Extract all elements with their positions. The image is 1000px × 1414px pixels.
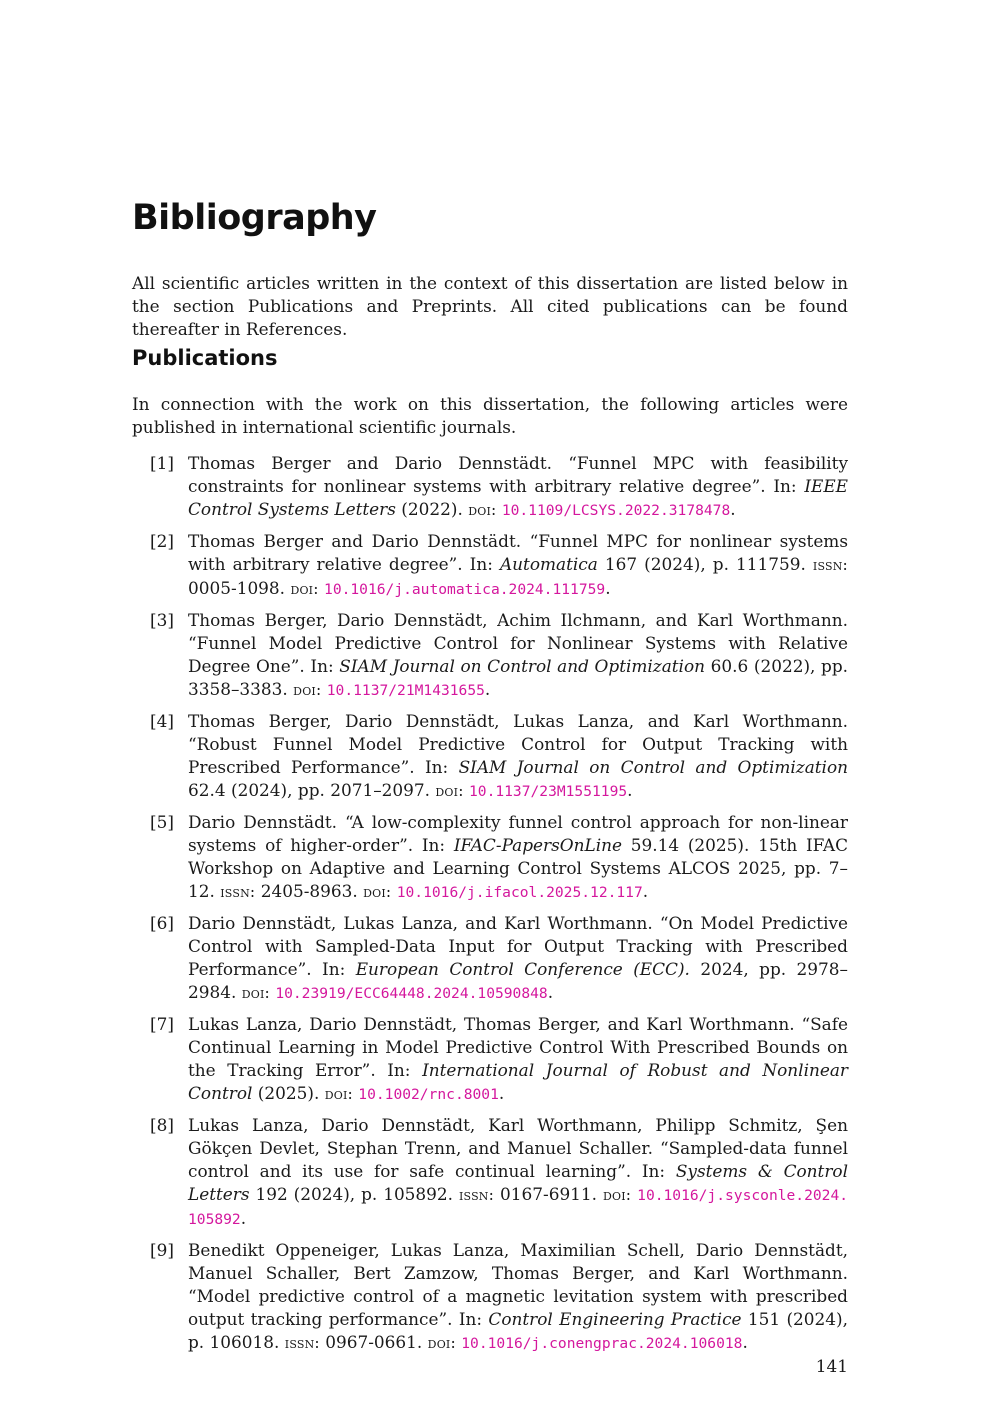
reference-list [132, 452, 848, 1363]
reference-doi-label: doi: [435, 782, 464, 800]
reference-item [132, 1114, 848, 1231]
reference-end-period: . [605, 578, 611, 598]
reference-details: 2024, pp. 2978–2984. [188, 959, 848, 1002]
reference-doi-link[interactable]: 10.1016/j.sysconle.2024.105892 [188, 1187, 849, 1228]
reference-doi-link[interactable]: 10.1109/LCSYS.2022.3178478 [501, 502, 731, 519]
reference-details: 62.4 (2024), pp. 2071–2097. [188, 780, 431, 800]
reference-in-label: In: [310, 656, 334, 676]
reference-item [132, 609, 848, 702]
reference-item [132, 530, 848, 601]
reference-authors: Thomas Berger and Dario Dennstädt. [188, 453, 552, 473]
reference-details: 59.14 (2025). 15th IFAC Workshop on Adaptive and Learning Control Systems ALCOS 2025, pp. 7–12. [188, 835, 849, 901]
reference-end-period: . [240, 1208, 247, 1228]
reference-authors: Benedikt Oppeneiger, Lukas Lanza, Maximilian Schell, Dario Dennstädt, Manuel Schaller, Bert Zamzow, Thomas Berger, and Karl Worthmann. [188, 1240, 848, 1283]
reference-issn: 0005-1098. [188, 578, 286, 598]
reference-title: “A low-complexity funnel control approach for non-linear systems of higher-order”. [188, 812, 848, 855]
reference-title: “Sampled-data funnel control and its use for safe continual learning”. [188, 1138, 848, 1181]
reference-venue: International Journal of Robust and Nonlinear Control [188, 1060, 848, 1103]
reference-venue: IEEE Control Systems Letters [188, 476, 848, 519]
reference-doi-link[interactable]: 10.1002/rnc.8001 [358, 1086, 499, 1103]
reference-doi-link[interactable]: 10.1137/21M1431655 [326, 682, 485, 699]
reference-venue: IFAC-PapersOnLine [453, 835, 623, 855]
reference-details: 151 (2024), p. 106018. [188, 1309, 848, 1352]
reference-end-period: . [484, 679, 491, 699]
reference-title: “Model predictive control of a magnetic levitation system with prescribed output tracking performance”. [188, 1286, 848, 1329]
reference-doi-link[interactable]: 10.1016/j.ifacol.2025.12.117 [396, 884, 643, 901]
reference-details: 167 (2024), p. 111759. [604, 554, 806, 574]
reference-end-period: . [642, 881, 649, 901]
page-number: 141 [815, 1356, 848, 1376]
reference-details: 60.6 (2022), pp. 3358–3383. [188, 656, 849, 699]
section-intro-paragraph: In connection with the work on this dissertation, the following articles were published in international scientific journals. [132, 394, 848, 437]
reference-item [132, 1239, 848, 1355]
reference-issn-label: issn: [812, 556, 848, 574]
reference-in-label: In: [421, 835, 446, 855]
reference-issn-label: issn: [220, 883, 256, 901]
reference-venue: SIAM Journal on Control and Optimization [458, 757, 848, 777]
reference-doi-link[interactable]: 10.23919/ECC64448.2024.10590848 [275, 985, 548, 1002]
reference-item [132, 1013, 848, 1106]
reference-doi-label: doi: [603, 1186, 632, 1204]
reference-venue: Control Engineering Practice [488, 1309, 742, 1329]
reference-issn-label: issn: [458, 1186, 495, 1204]
reference-details: (2022). [401, 499, 463, 519]
reference-issn: 2405-8963. [260, 881, 358, 901]
reference-venue: Automatica [499, 554, 598, 574]
reference-number: [2] [150, 531, 174, 551]
intro-paragraph: All scientific articles written in the context of this dissertation are listed below in the section Publications and Preprints. All cited publications can be found thereafter in References. [132, 273, 848, 339]
reference-venue: SIAM Journal on Control and Optimization [339, 656, 706, 676]
reference-end-period: . [627, 780, 633, 800]
reference-venue: European Control Conference (ECC). [355, 959, 690, 979]
reference-number: [9] [150, 1240, 174, 1260]
reference-doi-link[interactable]: 10.1016/j.automatica.2024.111759 [324, 581, 606, 598]
reference-number: [4] [150, 711, 174, 731]
reference-item [132, 452, 848, 522]
reference-end-period: . [730, 499, 736, 519]
reference-number: [1] [150, 453, 174, 473]
reference-title: “Robust Funnel Model Predictive Control for Output Tracking with Prescribed Performance”. [188, 734, 848, 777]
reference-in-label: In: [322, 959, 346, 979]
reference-authors: Thomas Berger, Dario Dennstädt, Achim Ilchmann, and Karl Worthmann. [188, 610, 848, 630]
reference-doi-label: doi: [324, 1085, 353, 1103]
reference-doi-label: doi: [241, 984, 270, 1002]
page-title: Bibliography [132, 198, 377, 238]
section-heading: Publications [132, 346, 278, 370]
reference-end-period: . [498, 1083, 505, 1103]
reference-venue: Systems & Control Letters [188, 1161, 848, 1204]
reference-authors: Thomas Berger and Dario Dennstädt. [188, 531, 522, 551]
reference-details: 192 (2024), p. 105892. [255, 1184, 454, 1204]
reference-item [132, 811, 848, 904]
reference-doi-label: doi: [290, 580, 319, 598]
reference-in-label: In: [424, 757, 449, 777]
reference-doi-label: doi: [427, 1334, 456, 1352]
reference-issn-label: issn: [284, 1334, 320, 1352]
reference-item [132, 912, 848, 1005]
reference-authors: Thomas Berger, Dario Dennstädt, Lukas Lanza, and Karl Worthmann. [188, 711, 848, 731]
reference-item [132, 710, 848, 803]
reference-title: “Safe Continual Learning in Model Predictive Control With Prescribed Bounds on the Tracking Error”. [188, 1014, 848, 1080]
reference-doi-link[interactable]: 10.1137/23M1551195 [469, 783, 628, 800]
reference-doi-label: doi: [363, 883, 392, 901]
reference-issn: 0967-0661. [325, 1332, 423, 1352]
reference-in-label: In: [773, 476, 797, 496]
reference-title: “Funnel Model Predictive Control for Nonlinear Systems with Relative Degree One”. [188, 633, 848, 676]
reference-in-label: In: [469, 554, 493, 574]
reference-in-label: In: [458, 1309, 483, 1329]
reference-in-label: In: [641, 1161, 666, 1181]
reference-title: “Funnel MPC for nonlinear systems with arbitrary relative degree”. [188, 531, 848, 574]
reference-in-label: In: [387, 1060, 411, 1080]
reference-doi-link[interactable]: 10.1016/j.conengprac.2024.106018 [461, 1335, 743, 1352]
reference-number: [7] [150, 1014, 174, 1034]
reference-number: [6] [150, 913, 174, 933]
reference-issn: 0167-6911. [500, 1184, 598, 1204]
reference-end-period: . [547, 982, 554, 1002]
reference-title: “Funnel MPC with feasibility constraints for nonlinear systems with arbitrary relative degree”. [188, 453, 849, 496]
reference-doi-label: doi: [468, 501, 497, 519]
reference-authors: Lukas Lanza, Dario Dennstädt, Thomas Berger, and Karl Worthmann. [188, 1014, 795, 1034]
reference-doi-label: doi: [293, 681, 322, 699]
reference-number: [5] [150, 812, 174, 832]
reference-authors: Lukas Lanza, Dario Dennstädt, Karl Worthmann, Philipp Schmitz, Şen Gökçen Devlet, Stephan Trenn, and Manuel Schaller. [188, 1115, 848, 1158]
reference-end-period: . [742, 1332, 748, 1352]
reference-authors: Dario Dennstädt. [188, 812, 338, 832]
reference-details: (2025). [257, 1083, 320, 1103]
reference-authors: Dario Dennstädt, Lukas Lanza, and Karl Worthmann. [188, 913, 653, 933]
reference-number: [8] [150, 1115, 174, 1135]
reference-title: “On Model Predictive Control with Sampled-Data Input for Output Tracking with Prescribed Performance”. [188, 913, 849, 979]
reference-number: [3] [150, 610, 174, 630]
